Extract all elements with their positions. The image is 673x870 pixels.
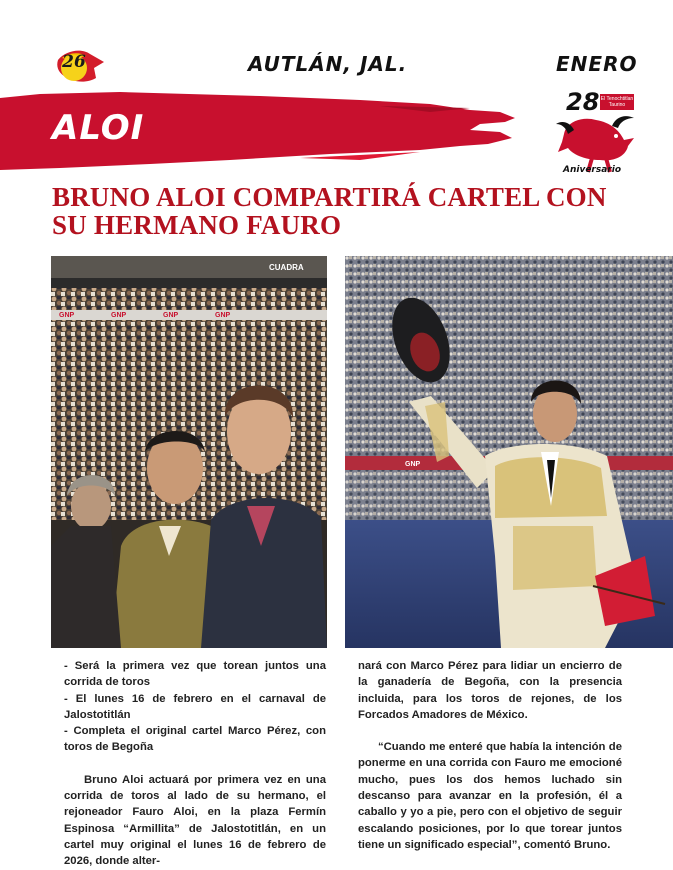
section-title: ALOI (52, 108, 145, 148)
left-sign-1: GNP (59, 312, 75, 319)
bullet-item: - El lunes 16 de febrero en el carnaval de Jalostotitlán (64, 692, 326, 721)
article-paragraph-1-end: nará con Marco Pérez para lidiar un encierro de la ganadería de Begoña, con la presencia incluida, para los toros de rejones, de los Forcados Amadores de México. (358, 660, 622, 721)
photo-bruno-matador (345, 256, 673, 648)
location-label: AUTLÁN, JAL. (248, 52, 408, 76)
anniversary-number: 28 (566, 88, 600, 116)
page-number: 26 (62, 52, 86, 72)
left-sign-4: GNP (215, 312, 231, 319)
anniversary-word: Aniversario (563, 165, 622, 175)
photo-matador-illustration (345, 256, 673, 648)
bullet-item: - Completa el original cartel Marco Pérez, con toros de Begoña (64, 725, 326, 754)
article-headline: BRUNO ALOI COMPARTIRÁ CARTEL CON SU HERMANO FAURO (52, 182, 607, 240)
left-sign-5: CUADRA (269, 263, 304, 272)
article-column-left (64, 658, 326, 870)
left-sign-3: GNP (163, 312, 179, 319)
article-paragraph-1-start: Bruno Aloi actuará por primera vez en una corrida de toros al lado de su hermano, el rejoneador Fauro Aloi, en la plaza Fermín Espinosa “Armillita” de Jalostotitlán, en un cartel muy original el lunes 16 de febrero de 2026, donde alter- (64, 773, 326, 868)
article-paragraph-2: “Cuando me enteré que había la intención de ponerme en una corrida con Fauro me emocioné mucho, pues los dos hemos luchado sin descanso para avanzar en la profesión, él a caballo y yo a pie, pero con el objetivo de seguir escalando posiciones, por lo que torear juntos tiene un significado especial”, comentó Bruno. (358, 741, 622, 851)
page-number-badge (56, 46, 106, 86)
photo-brothers-in-stands (51, 256, 327, 648)
anniversary-brand-tag: El Tenochtitlan Taurino (600, 96, 634, 108)
left-sign-2: GNP (111, 312, 127, 319)
right-sign-1: GNP (405, 461, 421, 468)
article-column-right (358, 658, 622, 853)
photo-brothers-illustration (51, 256, 327, 648)
bullet-item: - Será la primera vez que torean juntos una corrida de toros (64, 660, 326, 689)
month-label: ENERO (556, 52, 638, 76)
